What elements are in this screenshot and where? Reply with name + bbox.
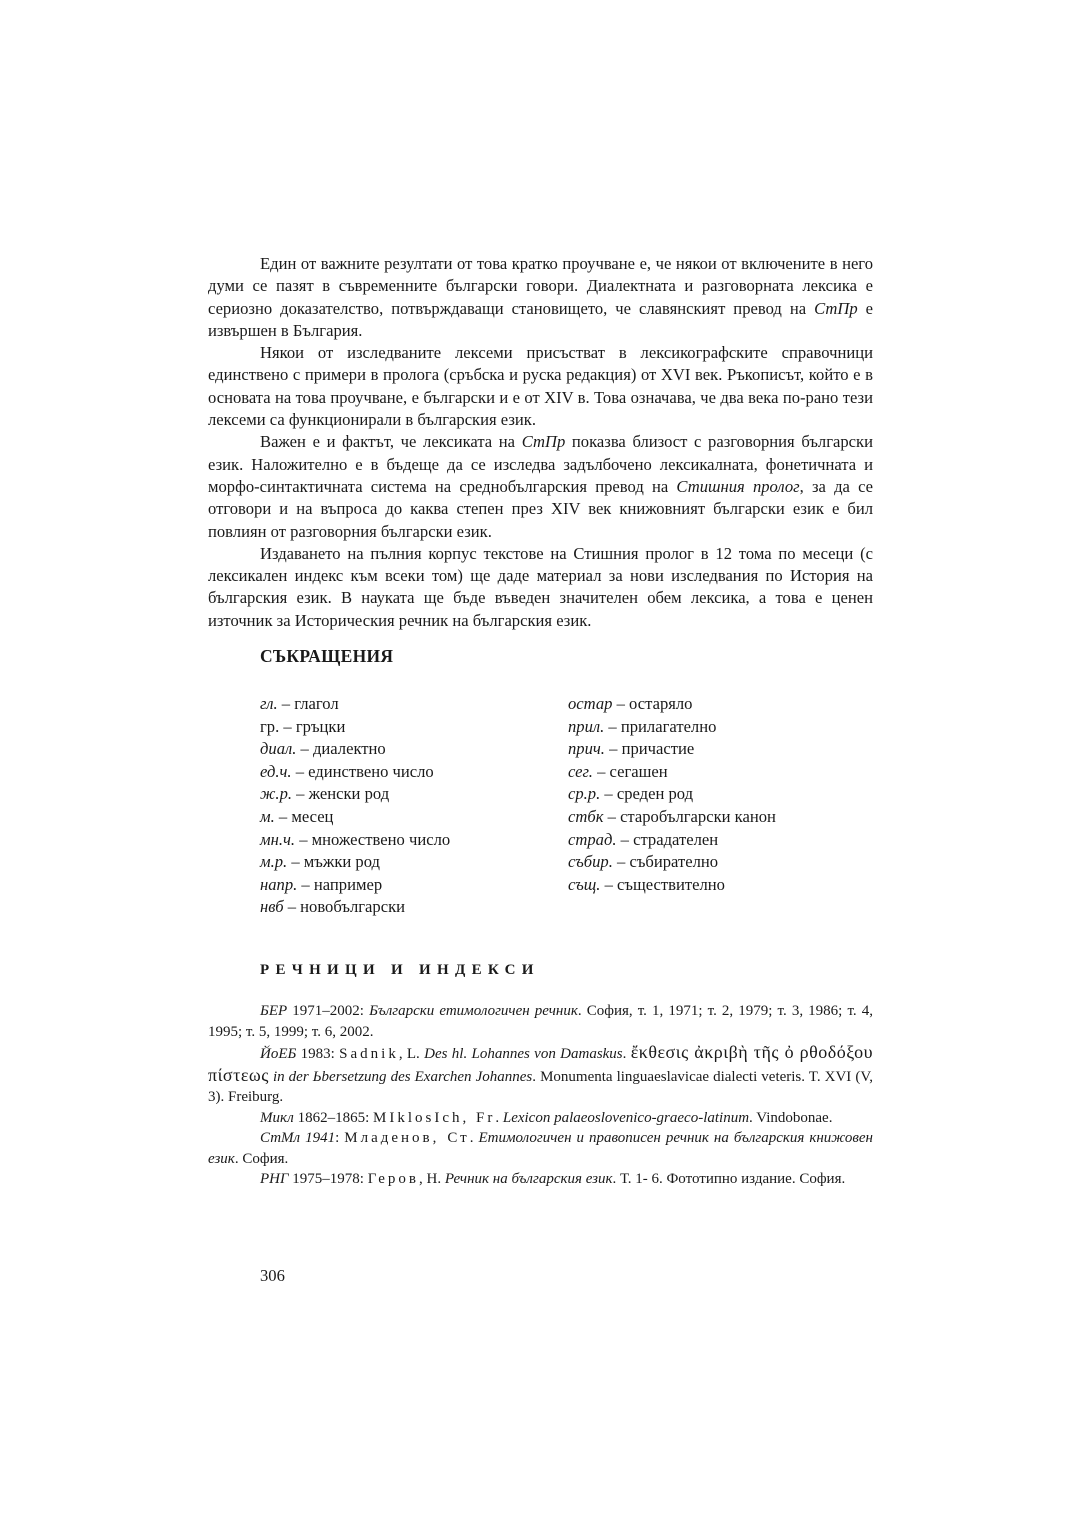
abbreviation-definition: – събирателно: [612, 852, 719, 872]
abbreviation-entry: [260, 738, 450, 761]
abbreviation-term: нвб: [260, 897, 284, 917]
abbreviation-entry: [568, 693, 776, 716]
paragraph-2: Някои от изследваните лексеми присъстват в лексикографските справочници единствено с примери в пролога (сръбска и руска редакция) от XVI век. Ръкописът, който е в основата на това проучване, е български и е от XIV в. Това означава, че два века по-рано тези лексеми са функционирали в българския език.: [208, 343, 873, 430]
reference-entry: СтМл 1941: Младенов, Ст. Етимологичен и правописен речник на българския книжовен език. София.: [208, 1130, 873, 1167]
abbreviation-term: сег.: [568, 761, 593, 781]
abbreviation-entry: [568, 716, 776, 739]
abbreviation-definition: – страдателен: [616, 829, 719, 849]
reference-entry: ЙоЕБ 1983: Sadnik, L. Des hl. Lohannes von Damaskus. ἔκθεσις ἀκριβὴ τῆς ὀ ρθοδόξου πίστεως in der Ьbersetzung des Exarchen Johannes. Monumenta linguaeslavicae dialecti veteris. T. XVI (V, 3). Freiburg.: [208, 1042, 874, 1105]
paragraph-3: Важен е и фактът, че лексиката на СтПр показва близост с разговорния български език. Наложително е в бъдеще да се изследва задълбочено лексикалната, фонетичната и морфо-синтактичната система на среднобългарския превод на Стишния пролог, за да се отговори и на въпроса до каква степен през XIV век книжовният български език е бил повлиян от разговорния български език.: [208, 432, 873, 541]
abbreviation-entry: [260, 783, 450, 806]
reference-entry: Микл 1862–1865: MIklosIch, Fr. Lexicon palaeoslovenico-graeco-latinum. Vindobonae.: [260, 1109, 833, 1126]
abbreviation-definition: – среден род: [600, 784, 694, 804]
emphasis: Стишния пролог: [676, 476, 800, 496]
abbreviation-term: напр.: [260, 874, 298, 894]
abbreviation-term: остар: [568, 694, 613, 713]
abbreviations-right-column: [568, 693, 776, 896]
reference-list: [208, 1001, 873, 1190]
abbreviation-entry: [568, 761, 776, 784]
abbreviation-entry: [260, 829, 450, 852]
abbreviation-definition: – например: [297, 874, 383, 894]
abbreviation-entry: [568, 783, 776, 806]
abbreviation-entry: [260, 716, 450, 739]
abbreviation-definition: – месец: [274, 806, 334, 826]
abbreviation-entry: [260, 874, 450, 897]
abbreviation-term: същ.: [568, 874, 601, 894]
abbreviation-definition: – остаряло: [612, 694, 693, 713]
abbreviation-term: диал.: [260, 739, 297, 759]
abbreviation-term: гр.: [260, 716, 280, 736]
paragraph-4: Издаването на пълния корпус текстове на Стишния пролог в 12 тома по месеци (с лексикален индекс към всеки том) ще даде материал за нови изследвания по История на българския език. В науката ще бъде въведен значителен обем лексика, а това е ценен източник за Историческия речник на българския език.: [208, 543, 873, 630]
abbreviation-term: страд.: [568, 829, 617, 849]
abbreviation-term: ед.ч.: [260, 761, 292, 781]
abbreviation-entry: [568, 874, 776, 897]
abbreviation-definition: – единствено число: [291, 761, 434, 781]
abbreviation-definition: – причастие: [604, 739, 695, 759]
abbreviation-definition: – новобългарски: [283, 897, 406, 917]
abbreviation-definition: – старобългарски канон: [603, 806, 776, 826]
abbreviation-definition: – гръцки: [279, 716, 346, 736]
abbreviation-term: стбк: [568, 806, 604, 826]
abbreviation-entry: [260, 851, 450, 874]
paragraph-1: Един от важните резултати от това кратко проучване е, че някои от включените в него думи се пазят в съвременните български говори. Диалектната и разговорната лексика е сериозно доказателство, потвърждаващи становището, че славянският превод на СтПр е извършен в България.: [208, 254, 874, 340]
page-number: 306: [260, 1266, 285, 1285]
emphasis: СтПр: [521, 432, 566, 452]
abbreviation-entry: [260, 693, 450, 716]
abbreviation-definition: – прилагателно: [604, 716, 717, 736]
greek-title: ἔκθεσις ἀκριβὴ τῆς ὀ ρθοδόξου πίστεως: [208, 1042, 874, 1085]
abbreviation-definition: – съществително: [600, 874, 725, 894]
abbreviation-term: събир.: [568, 852, 613, 872]
abbreviation-term: ср.р.: [568, 784, 601, 804]
abbreviation-definition: – диалектно: [296, 739, 386, 759]
dictionaries-heading: РЕЧНИЦИ И ИНДЕКСИ: [260, 962, 540, 978]
abbreviation-term: м.р.: [260, 852, 288, 872]
abbreviation-term: м.: [260, 806, 275, 826]
abbreviation-entry: [568, 738, 776, 761]
abbreviation-entry: [568, 851, 776, 874]
abbreviation-term: ж.р.: [260, 784, 293, 804]
reference-entry: РНГ 1975–1978: Геров, Н. Речник на българския език. Т. 1- 6. Фототипно издание. София.: [260, 1171, 846, 1187]
abbreviation-term: гл.: [260, 694, 278, 713]
abbreviation-definition: – женски род: [292, 784, 390, 804]
abbreviation-entry: [568, 806, 776, 829]
abbreviation-entry: [260, 761, 450, 784]
emphasis: СтПр: [814, 298, 858, 318]
abbreviation-term: прич.: [568, 739, 605, 759]
abbreviation-term: прил.: [568, 716, 605, 736]
abbreviations-heading: СЪКРАЩЕНИЯ: [260, 646, 394, 666]
abbreviation-entry: [260, 806, 450, 829]
abbreviation-entry: [568, 829, 776, 852]
abbreviation-entry: [260, 896, 450, 919]
abbreviation-definition: – множествено число: [295, 829, 451, 849]
abbreviations-left-column: [260, 693, 450, 919]
abbreviation-definition: – мъжки род: [287, 852, 380, 872]
body-text: [208, 253, 873, 632]
abbreviation-definition: – глагол: [277, 694, 339, 713]
reference-entry: БЕР 1971–2002: Български етимологичен речник. София, т. 1, 1971; т. 2, 1979; т. 3, 1986; т. 4, 1995; т. 5, 1999; т. 6, 2002.: [208, 1003, 873, 1040]
abbreviation-definition: – сегашен: [592, 761, 668, 781]
abbreviation-term: мн.ч.: [260, 829, 296, 849]
